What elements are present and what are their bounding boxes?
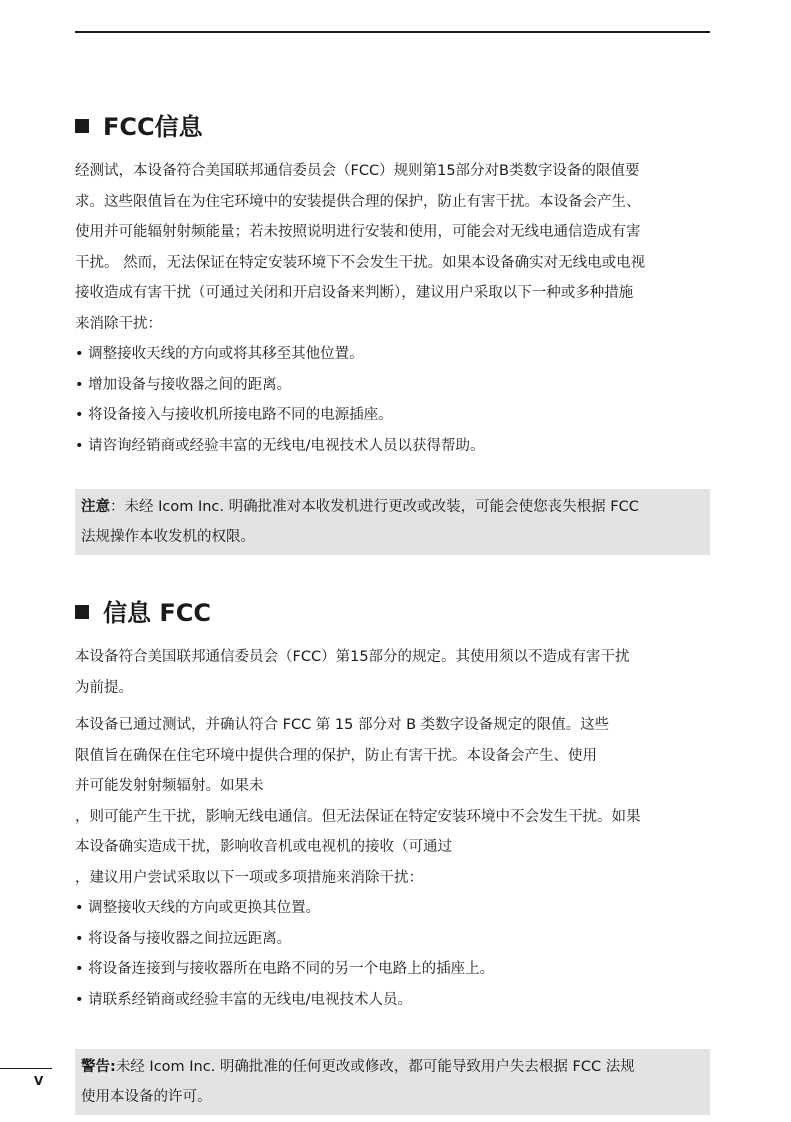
body-line: 并可能发射射频辐射。如果未: [75, 778, 264, 794]
notice-text: ：未经 Icom Inc. 明确批准对本收发机进行更改或改装，可能会使您丧失根据 FCC: [110, 499, 639, 515]
notice-line: [81, 492, 704, 522]
notice-line: 法规操作本收发机的权限。: [81, 529, 255, 545]
body-line: 经测试，本设备符合美国联邦通信委员会（FCC）规则第15部分对B类数字设备的限值要: [75, 163, 640, 179]
body-line: 接收造成有害干扰（可通过关闭和开启设备来判断），建议用户采取以下一种或多种措施: [75, 285, 634, 301]
list-item: • 请联系经销商或经验丰富的无线电/电视技术人员。: [75, 985, 710, 1016]
list-item: • 将设备与接收器之间拉远距离。: [75, 924, 710, 955]
square-bullet-icon: [75, 605, 89, 619]
list-item: • 增加设备与接收器之间的距离。: [75, 370, 710, 401]
top-rule: [75, 31, 710, 33]
list-item: • 将设备接入与接收机所接电路不同的电源插座。: [75, 400, 710, 431]
body-line: 为前提。: [75, 679, 133, 696]
body-line: 本设备符合美国联邦通信委员会（FCC）第15部分的规定。其使用须以不造成有害干扰: [75, 649, 630, 665]
page-number: V: [34, 1074, 44, 1088]
body-line: 求。这些限值旨在为住宅环境中的安装提供合理的保护，防止有害干扰。本设备会产生、: [75, 193, 641, 210]
body-line: 使用并可能辐射射频能量；若未按照说明进行安装和使用，可能会对无线电通信造成有害: [75, 224, 641, 240]
section-info-fcc: [75, 598, 710, 1015]
section-fcc-info: [75, 112, 710, 461]
notice-label: 注意: [81, 499, 110, 515]
warning-line: 使用本设备的许可。: [81, 1089, 212, 1105]
body-line: ，建议用户尝试采取以下一项或多项措施来消除干扰：: [75, 869, 423, 886]
section-heading: [75, 112, 710, 142]
warning-text: 未经 Icom Inc. 明确批准的任何更改或修改，都可能导致用户失去根据 FCC 法规: [115, 1059, 635, 1075]
warning-line: [81, 1052, 704, 1082]
list-item: • 调整接收天线的方向或将其移至其他位置。: [75, 339, 710, 370]
list-item: • 请咨询经销商或经验丰富的无线电/电视技术人员以获得帮助。: [75, 431, 710, 462]
heading-text: 信息 FCC: [103, 599, 211, 627]
warning-label: 警告:: [81, 1059, 116, 1075]
body-line: 本设备已通过测试，并确认符合 FCC 第 15 部分对 B 类数字设备规定的限值。这些: [75, 717, 610, 733]
heading-text: FCC信息: [103, 113, 203, 141]
body-line: 来消除干扰：: [75, 315, 162, 332]
body-line: 干扰。 然而，无法保证在特定安装环境下不会发生干扰。如果本设备确实对无线电或电视: [75, 254, 646, 271]
list-item: • 调整接收天线的方向或更换其位置。: [75, 893, 710, 924]
warning-box: [75, 1049, 710, 1115]
section-heading: [75, 598, 710, 628]
footer-rule: [0, 1068, 52, 1069]
body-line: 本设备确实造成干扰，影响收音机或电视机的接收（可通过: [75, 839, 452, 855]
body-line: 限值旨在确保在住宅环境中提供合理的保护，防止有害干扰。本设备会产生、使用: [75, 747, 597, 764]
square-bullet-icon: [75, 119, 89, 133]
notice-box: [75, 489, 710, 555]
body-line: ，则可能产生干扰，影响无线电通信。但无法保证在特定安装环境中不会发生干扰。如果: [75, 808, 641, 825]
list-item: • 将设备连接到与接收器所在电路不同的另一个电路上的插座上。: [75, 954, 710, 985]
